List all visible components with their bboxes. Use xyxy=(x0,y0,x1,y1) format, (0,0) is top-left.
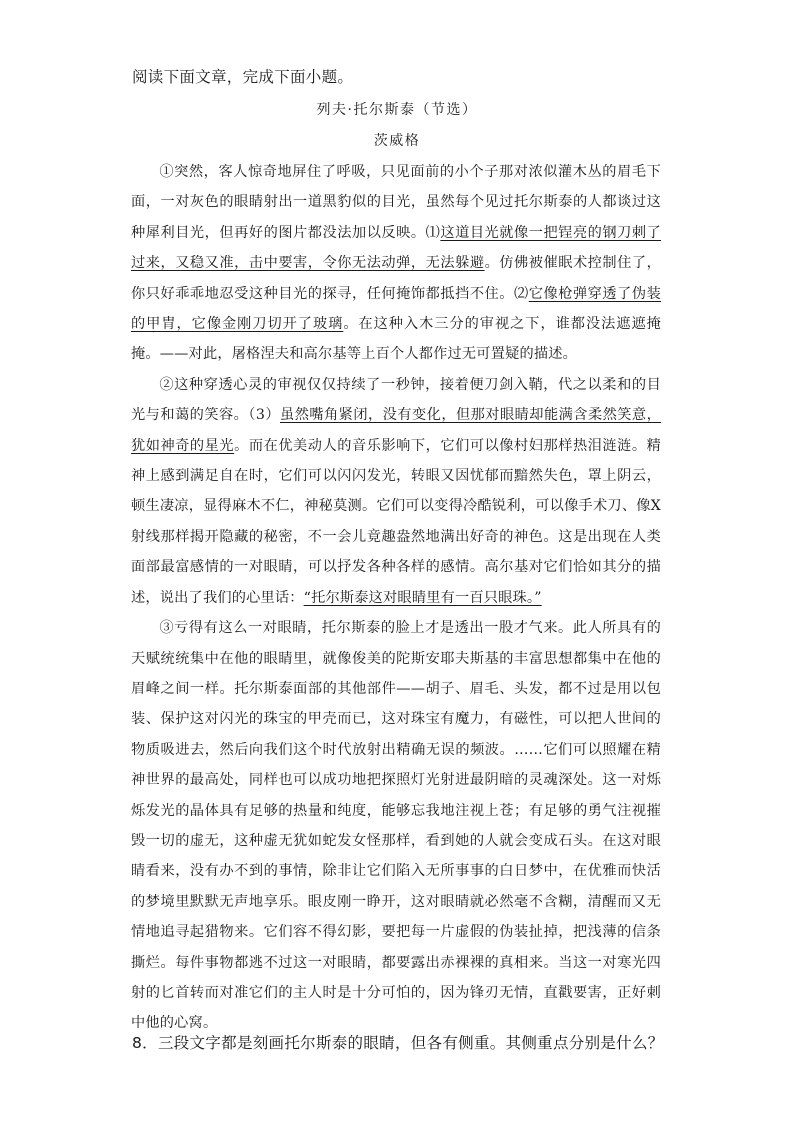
paragraph-segment: 。在这种入木三分的审视之下，谁都没法遮遮掩掩。——对此，屠格涅夫和高尔基等上百个人都作过无可置疑的描述。 xyxy=(131,316,661,363)
paragraph-2 xyxy=(131,370,661,613)
paragraph-segment: ③亏得有这么一对眼睛，托尔斯泰的脸上才是透出一股才气来。此人所具有的天赋统统集中在他的眼睛里，就像俊美的陀斯安耶夫斯基的丰富思想都集中在他的眉峰之间一样。托尔斯泰面部的其他部件——胡子、眉毛、头发，都不过是用以包装、保护这对闪光的珠宝的甲壳而已，这对珠宝有魔力，有磁性，可以把人世间的物质吸进去，然后向我们这个时代放射出精确无误的频波。……它们可以照耀在精神世界的最高处，同样也可以成功地把探照灯光射进最阴暗的灵魂深处。这一对烁烁发光的晶体具有足够的热量和纯度，能够忘我地注视上苍；有足够的勇气注视摧毁一切的虚无，这种虚无犹如蛇发女怪那样，看到她的人就会变成石头。在这对眼睛看来，没有办不到的事情，除非让它们陷入无所事事的白日梦中，在优雅而快活的梦境里默默无声地享乐。眼皮刚一睁开，这对眼睛就必然毫不含糊，清醒而又无情地追寻起猎物来。它们容不得幻影，要把每一片虚假的伪装扯掉，把浅薄的信条撕烂。每件事物都逃不过这一对眼睛，都要露出赤裸裸的真相来。当这一对寒光四射的匕首转而对准它们的主人时是十分可怕的，因为锋刃无情，直戳要害，正好刺中他的心窝。 xyxy=(131,620,661,1032)
underlined-sentence-1: 这道目光就像一把锃亮的钢刀刺了过来，又稳又准，击中要害，令你无法动弹，无法躲避 xyxy=(131,224,661,272)
paragraph-segment: 。仿佛被催眠术控制住了，你只好乖乖地忍受这种目光的探寻，任何掩饰都抵挡不住。⑵ xyxy=(131,255,661,302)
underlined-sentence-3: 虽然嘴角紧闭，没有变化，但那对眼睛却能满含柔然笑意，犹如神奇的星光 xyxy=(131,407,661,454)
underlined-quote: “托尔斯泰这对眼睛里有一百只眼珠。” xyxy=(303,589,542,606)
question-8: 8．三段文字都是刻画托尔斯泰的眼睛，但各有侧重。其侧重点分别是什么？ xyxy=(132,1034,664,1052)
article-author: 茨威格 xyxy=(373,133,421,149)
paragraph-1 xyxy=(131,157,661,370)
paragraph-segment: 。而在优美动人的音乐影响下，它们可以像村妇那样热泪涟涟。精神上感到满足自在时，它们可以闪闪发光，转眼又因忧郁而黯然失色，罩上阴云，顿生凄凉，显得麻木不仁，神秘莫测。它们可以变得冷酷锐利，可以像手术刀、像X射线那样揭开隐藏的秘密，不一会儿竟趣盎然地满出好奇的神色。这是出现在人类面部最富感情的一对眼睛，可以抒发各种各样的感情。高尔基对它们恰如其分的描述，说出了我们的心里话： xyxy=(131,437,661,606)
paragraph-segment: ①突然，客人惊奇地屏住了呼吸，只见面前的小个子那对浓似灌木丛的眉毛下面，一对灰色的眼睛射出一道黑豹似的目光，虽然每个见过托尔斯泰的人都谈过这种犀利目光，但再好的图片都没法加以反映。⑴ xyxy=(131,164,661,241)
paragraph-3 xyxy=(131,613,661,1039)
paragraph-segment: ②这种穿透心灵的审视仅仅持续了一秒钟，接着便刀剑入鞘，代之以柔和的目光与和蔼的笑容。（3） xyxy=(131,376,661,424)
article-body xyxy=(131,157,661,1039)
reading-instruction: 阅读下面文章，完成下面小题。 xyxy=(132,68,354,86)
underlined-sentence-2: 它像枪弹穿透了伪装的甲胄，它像金刚刀切开了玻璃 xyxy=(131,285,661,333)
article-title: 列夫·托尔斯泰（节选） xyxy=(316,102,478,118)
